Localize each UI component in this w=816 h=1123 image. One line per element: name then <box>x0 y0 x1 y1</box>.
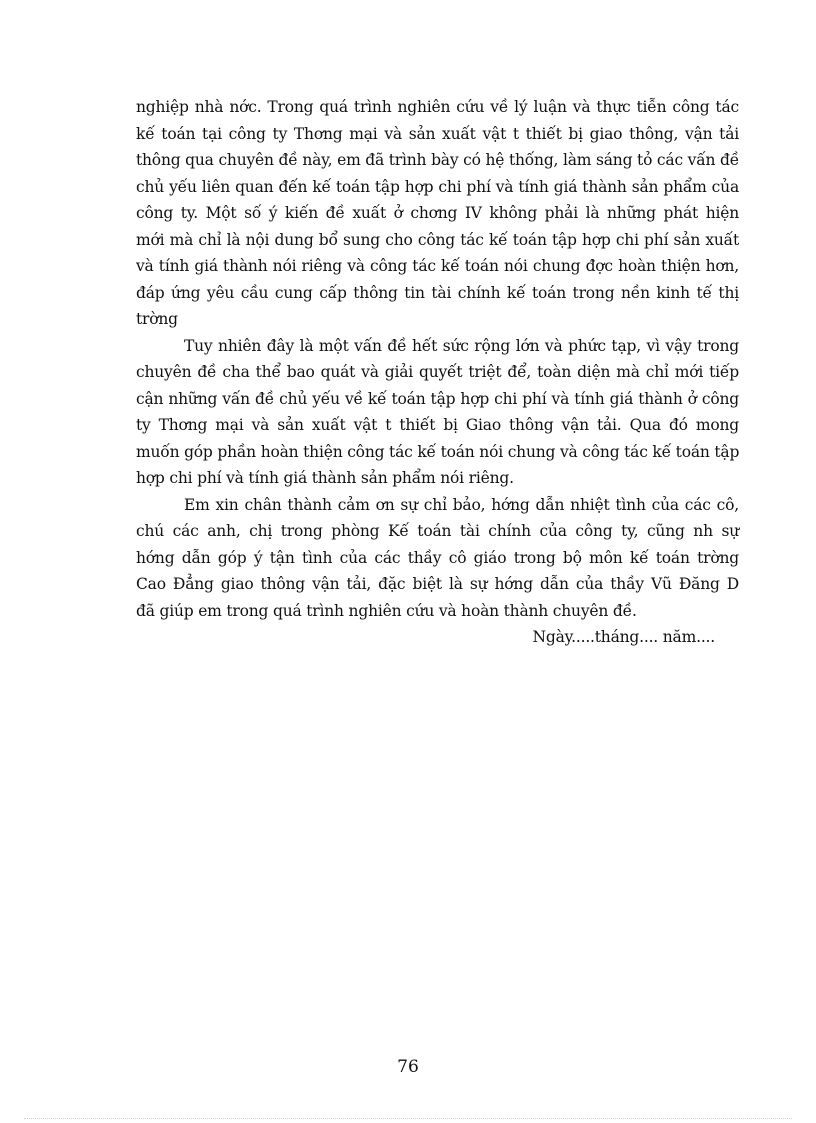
paragraph-line: muốn góp phần hoàn thiện công tác kế toán nói chung và công tác kế toán tập <box>136 442 740 461</box>
paragraph-line: và tính giá thành nói riêng và công tác kế toán nói chung đợc hoàn thiện hơn, <box>136 257 739 275</box>
paragraph-line: trờng <box>136 310 178 328</box>
paragraph-line: công ty. Một số ý kiến đề xuất ở chơng IV không phải là những phát hiện <box>136 204 739 222</box>
paragraph-line: nghiệp nhà nớc. Trong quá trình nghiên cứu về lý luận và thực tiễn công tác <box>136 98 739 116</box>
paragraph-line: Em xin chân thành cảm ơn sự chỉ bảo, hớng dẫn nhiệt tình của các cô, <box>184 495 739 514</box>
paragraph-line: kế toán tại công ty Thơng mại và sản xuất vật t thiết bị giao thông, vận tải <box>136 124 739 143</box>
paragraph-line: hớng dẫn góp ý tận tình của các thầy cô giáo trong bộ môn kế toán trờng <box>136 548 739 567</box>
page-bottom-divider <box>24 1118 792 1119</box>
paragraph-line: chuyên đề cha thể bao quát và giải quyết triệt để, toàn diện mà chỉ mới tiếp <box>136 363 739 381</box>
paragraph-line: ty Thơng mại và sản xuất vật t thiết bị Giao thông vận tải. Qua đó mong <box>136 416 739 434</box>
paragraph-line: chủ yếu liên quan đến kế toán tập hợp chi phí và tính giá thành sản phẩm của <box>136 177 739 196</box>
paragraph-line: chú các anh, chị trong phòng Kế toán tài chính của công ty, cũng nh sự <box>136 522 739 540</box>
paragraph-line: Tuy nhiên đây là một vấn đề hết sức rộng lớn và phức tạp, vì vậy trong <box>184 336 739 355</box>
paragraph-line: Cao Đẳng giao thông vận tải, đặc biệt là sự hớng dẫn của thầy Vũ Đăng D <box>136 575 739 593</box>
paragraph-line: đã giúp em trong quá trình nghiên cứu và hoàn thành chuyên đề. <box>136 601 637 620</box>
paragraph-line: mới mà chỉ là nội dung bổ sung cho công tác kế toán tập hợp chi phí sản xuất <box>136 230 739 249</box>
paragraph-line: đáp ứng yêu cầu cung cấp thông tin tài chính kế toán trong nền kinh tế thị <box>136 283 739 302</box>
paragraph-line: hợp chi phí và tính giá thành sản phẩm nói riêng. <box>136 469 514 487</box>
paragraph-line: cận những vấn đề chủ yếu về kế toán tập hợp chi phí và tính giá thành ở công <box>136 389 739 408</box>
body-text <box>136 94 739 651</box>
paragraph-line: thông qua chuyên đề này, em đã trình bày có hệ thống, làm sáng tỏ các vấn đề <box>136 151 740 169</box>
date-line: Ngày.....tháng.... năm.... <box>532 628 715 646</box>
page-number: 76 <box>397 1057 419 1077</box>
